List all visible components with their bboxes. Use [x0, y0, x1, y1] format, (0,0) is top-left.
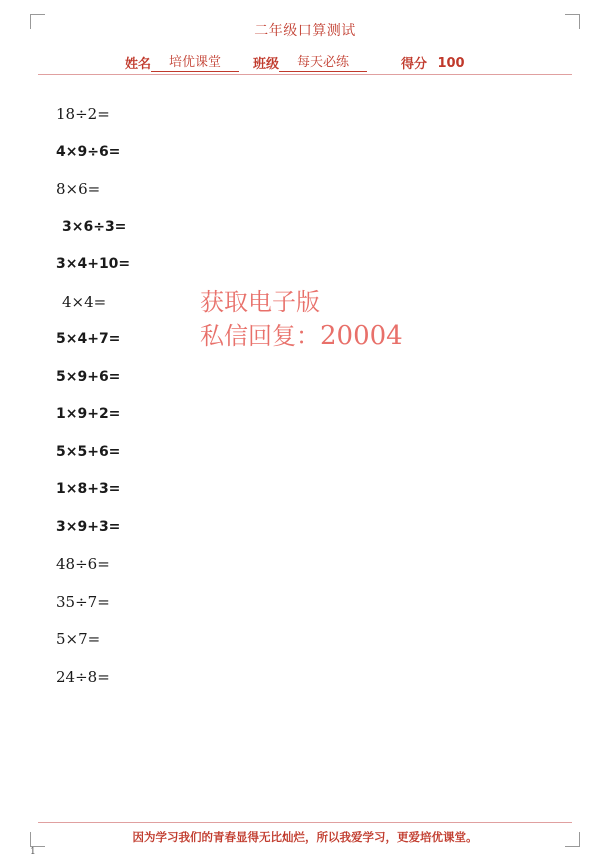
- page-number: 1: [30, 847, 36, 857]
- problem-item: 3×6÷3=: [62, 218, 127, 235]
- footer-slogan: 因为学习我们的青春显得无比灿烂，所以我爱学习，更爱培优课堂。: [132, 830, 478, 844]
- problem-item: 3×9+3=: [56, 518, 121, 535]
- problem-item: 5×4+7=: [56, 331, 121, 347]
- student-meta-row: [125, 48, 525, 72]
- watermark-line-1: 获取电子版: [200, 288, 320, 316]
- problem-list: [56, 96, 276, 696]
- score-field[interactable]: 100: [437, 56, 465, 71]
- problem-item: 1×9+2=: [56, 406, 121, 422]
- footer-divider: [38, 822, 572, 823]
- problem-item: 5×7=: [56, 630, 101, 648]
- watermark-code: 20004: [320, 321, 403, 351]
- watermark-reply-label: 私信回复：: [200, 322, 320, 350]
- problem-item: 35÷7=: [56, 592, 110, 611]
- header-divider: [38, 74, 572, 75]
- problem-item: 48÷6=: [56, 555, 110, 573]
- watermark-note: [200, 285, 403, 353]
- name-field[interactable]: 培优课堂: [151, 51, 239, 72]
- problem-item: 3×4+10=: [56, 256, 131, 272]
- problem-item: 4×4=: [62, 292, 107, 311]
- page-title: 二年级口算测试: [254, 23, 356, 39]
- score-label: 得分: [401, 57, 428, 72]
- problem-item: 18÷2=: [56, 105, 110, 123]
- class-label: 班级: [253, 57, 280, 72]
- problem-item: 1×8+3=: [56, 481, 121, 497]
- problem-item: 5×5+6=: [56, 443, 121, 460]
- problem-item: 4×9÷6=: [56, 143, 121, 160]
- problem-item: 8×6=: [56, 180, 101, 198]
- class-field[interactable]: 每天必练: [279, 51, 367, 72]
- name-label: 姓名: [125, 57, 152, 72]
- watermark-line-2: [200, 319, 403, 353]
- problem-item: 24÷8=: [56, 667, 110, 686]
- problem-item: 5×9+6=: [56, 368, 121, 385]
